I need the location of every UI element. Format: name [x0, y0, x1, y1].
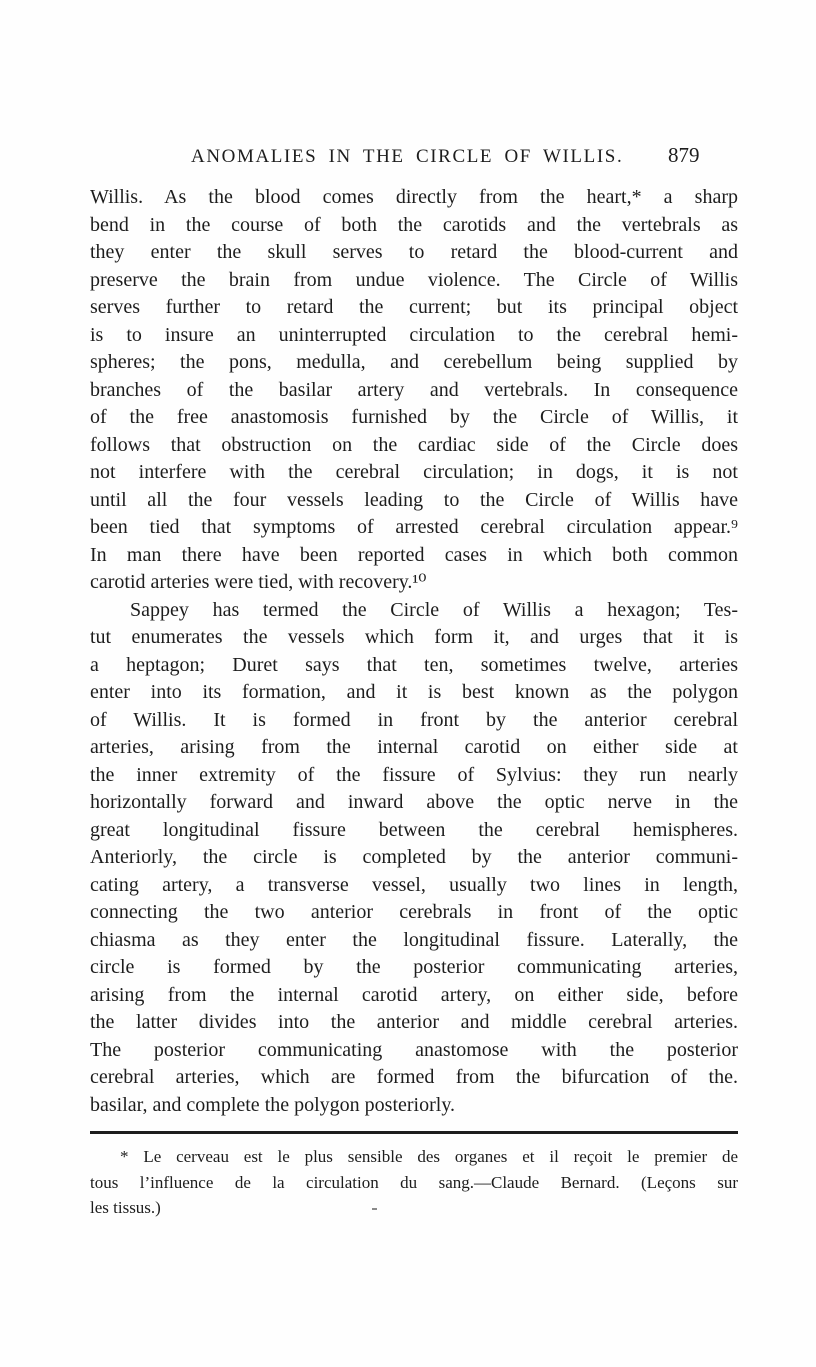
- text-line: great longitudinal fissure between the cerebral hemispheres.: [90, 818, 738, 841]
- text-line: preserve the brain from undue violence. The Circle of Willis: [90, 268, 738, 291]
- text-line: The posterior communicating anastomose with the posterior: [90, 1038, 738, 1061]
- text-line: tut enumerates the vessels which form it, and urges that it is: [90, 626, 738, 648]
- paragraph: [90, 597, 738, 1120]
- text-line: horizontally forward and inward above the optic nerve in the: [90, 791, 738, 813]
- text-line: basilar, and complete the polygon posteriorly.: [90, 1093, 456, 1116]
- text-line: until all the four vessels leading to the Circle of Willis have: [90, 488, 738, 511]
- body-text: [90, 184, 738, 1119]
- text-line: branches of the basilar artery and vertebrals. In consequence: [90, 378, 738, 401]
- page-number: 879: [668, 143, 700, 167]
- text-line: Sappey has termed the Circle of Willis a hexagon; Tes-: [130, 598, 738, 621]
- text-line: carotid arteries were tied, with recovery.¹⁰: [90, 571, 427, 593]
- footnote: [90, 1144, 738, 1221]
- text-line: of the free anastomosis furnished by the Circle of Willis, it: [90, 406, 738, 428]
- text-line: been tied that symptoms of arrested cerebral circulation appear.⁹: [90, 516, 738, 538]
- footnote-line: tous l’influence de la circulation du sang.—Claude Bernard. (Leçons sur: [90, 1172, 738, 1192]
- text-line: cerebral arteries, which are formed from the bifurcation of the.: [90, 1066, 738, 1088]
- text-line: arising from the internal carotid artery, on either side, before: [90, 983, 738, 1006]
- text-line: follows that obstruction on the cardiac side of the Circle does: [90, 433, 738, 456]
- scan-speck: [372, 1208, 377, 1210]
- text-line: arteries, arising from the internal carotid on either side at: [90, 736, 738, 758]
- running-head-title: ANOMALIES IN THE CIRCLE OF WILLIS.: [191, 146, 624, 167]
- footnote-line: les tissus.): [90, 1198, 161, 1217]
- text-line: not interfere with the cerebral circulation; in dogs, it is not: [90, 461, 738, 483]
- text-line: of Willis. It is formed in front by the anterior cerebral: [90, 708, 738, 731]
- text-line: serves further to retard the current; but its principal object: [90, 296, 738, 318]
- text-line: cating artery, a transverse vessel, usually two lines in length,: [90, 873, 738, 896]
- footnote-divider: [90, 1131, 738, 1134]
- text-line: they enter the skull serves to retard the blood-current and: [90, 241, 738, 263]
- text-line: bend in the course of both the carotids and the vertebrals as: [90, 213, 738, 236]
- text-line: connecting the two anterior cerebrals in front of the optic: [90, 901, 738, 923]
- text-line: spheres; the pons, medulla, and cerebellum being supplied by: [90, 351, 738, 373]
- text-line: chiasma as they enter the longitudinal fissure. Laterally, the: [90, 928, 738, 951]
- footnote-line: * Le cerveau est le plus sensible des organes et il reçoit le premier de: [120, 1147, 738, 1166]
- text-line: Anteriorly, the circle is completed by the anterior communi-: [90, 846, 738, 868]
- text-line: the latter divides into the anterior and middle cerebral arteries.: [90, 1011, 738, 1033]
- text-line: a heptagon; Duret says that ten, sometimes twelve, arteries: [90, 653, 738, 676]
- text-line: is to insure an uninterrupted circulation to the cerebral hemi-: [90, 323, 738, 346]
- text-line: In man there have been reported cases in which both common: [90, 543, 738, 566]
- text-line: the inner extremity of the fissure of Sylvius: they run nearly: [90, 763, 738, 786]
- text-line: enter into its formation, and it is best known as the polygon: [90, 681, 738, 703]
- paragraph: [90, 184, 738, 597]
- text-line: circle is formed by the posterior communicating arteries,: [90, 956, 738, 978]
- text-line: Willis. As the blood comes directly from the heart,* a sharp: [90, 186, 738, 208]
